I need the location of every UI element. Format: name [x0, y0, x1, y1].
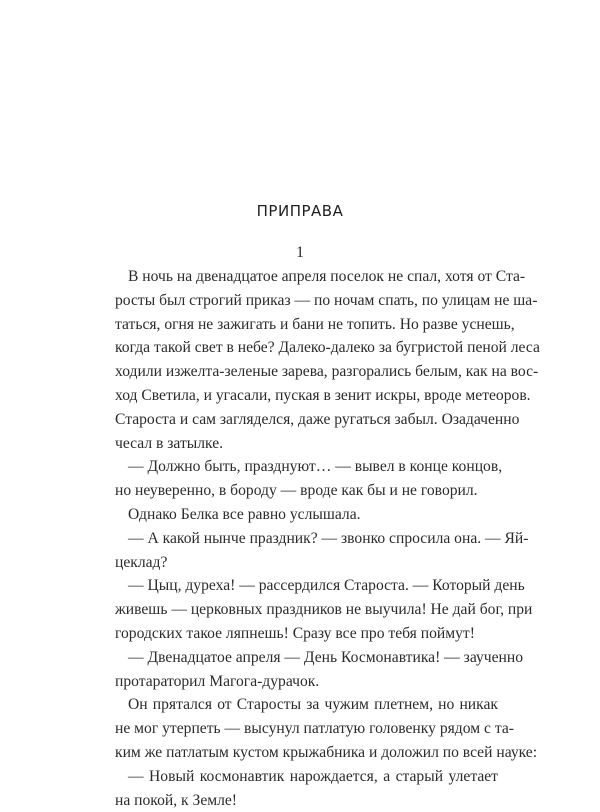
text-line: цеклад? [115, 553, 168, 571]
text-line: на покой, к Земле! [115, 791, 238, 809]
body-text [115, 265, 540, 812]
text-line: когда такой свет в небе? Далеко-далеко за бугристой пеной леса [115, 339, 540, 357]
text-line: таться, огня не зажигать и бани не топить. Но разве уснешь, [115, 315, 515, 333]
text-line: чесал в затылке. [115, 434, 224, 452]
chapter-title: ПРИПРАВА [256, 202, 344, 220]
text-line: живешь — церковных праздников не выучила! Не дай бог, при [115, 601, 533, 619]
text-line: городских такое ляпнешь! Сразу все про тебя поймут! [115, 624, 475, 642]
text-line: — А какой нынче праздник? — звонко спросила она. — Яй- [128, 529, 529, 547]
text-line: росты был строгий приказ — по ночам спать, по улицам не ша- [115, 291, 538, 309]
text-line: протараторил Магога-дурачок. [115, 672, 320, 690]
text-line: Однако Белка все равно услышала. [128, 505, 361, 523]
text-line: В ночь на двенадцатое апреля поселок не спал, хотя от Ста- [128, 268, 526, 285]
text-line: ходили изжелта-зеленые зарева, разгорались белым, как на вос- [115, 363, 539, 381]
text-line: Староста и сам загляделся, даже ругаться забыл. Озадаченно [115, 410, 520, 428]
text-line: ход Светила, и угасали, пуская в зенит искры, вроде метеоров. [115, 386, 531, 404]
text-line: не мог утерпеть — высунул патлатую головенку рядом с та- [115, 720, 514, 738]
text-line: — Цыц, дуреха! — рассердился Староста. — Который день [128, 577, 525, 595]
text-line: ким же патлатым кустом крыжабника и доложил по всей науке: [115, 743, 538, 761]
text-line: Он прятался от Старосты за чужим плетнем, но никак [128, 696, 498, 714]
text-line: — Новый космонавтик нарождается, а старый улетает [128, 767, 498, 785]
text-line: но неуверенно, в бороду — вроде как бы и не говорил. [115, 482, 478, 500]
text-line: — Двенадцатое апреля — День Космонавтика! — заученно [128, 648, 524, 666]
section-number: 1 [296, 244, 304, 261]
text-line: — Должно быть, празднуют… — вывел в конце концов, [128, 458, 503, 476]
